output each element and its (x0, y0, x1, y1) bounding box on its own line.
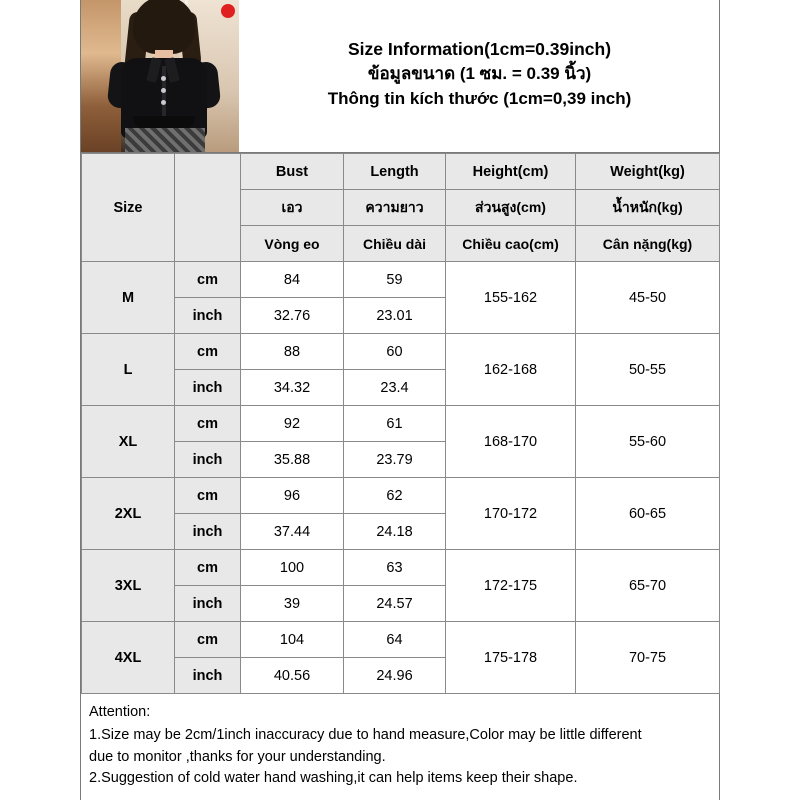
cell-weight: 50-55 (576, 334, 720, 406)
cell-height: 155-162 (446, 262, 576, 334)
cell-bust-cm: 100 (241, 550, 344, 586)
cell-height: 168-170 (446, 406, 576, 478)
title-block (240, 0, 719, 152)
cell-bust-inch: 34.32 (241, 370, 344, 406)
row-size-2xl: 2XL (82, 478, 175, 550)
row-unit-cm: cm (175, 406, 241, 442)
cell-length-inch: 23.01 (344, 298, 446, 334)
header-height-en: Height(cm) (446, 154, 576, 190)
table-row (82, 478, 720, 514)
row-unit-cm: cm (175, 334, 241, 370)
cell-bust-cm: 104 (241, 622, 344, 658)
table-row (82, 622, 720, 658)
cell-height: 162-168 (446, 334, 576, 406)
cell-bust-cm: 96 (241, 478, 344, 514)
cell-length-cm: 61 (344, 406, 446, 442)
cell-length-inch: 24.18 (344, 514, 446, 550)
header-bust-th: เอว (241, 190, 344, 226)
cell-length-cm: 62 (344, 478, 446, 514)
header-bust-vi: Vòng eo (241, 226, 344, 262)
table-row (82, 550, 720, 586)
row-unit-cm: cm (175, 478, 241, 514)
row-unit-cm: cm (175, 262, 241, 298)
cell-weight: 70-75 (576, 622, 720, 694)
header-length-vi: Chiều dài (344, 226, 446, 262)
row-unit-inch: inch (175, 298, 241, 334)
cell-bust-cm: 88 (241, 334, 344, 370)
header-length-en: Length (344, 154, 446, 190)
title-vietnamese: Thông tin kích thước (1cm=0,39 inch) (327, 88, 632, 108)
attention-heading: Attention: (89, 704, 151, 720)
table-row (82, 262, 720, 298)
attention-line-2: due to monitor ,thanks for your understanding. (89, 748, 386, 765)
row-unit-inch: inch (175, 586, 241, 622)
blouse-button (161, 76, 166, 81)
model-skirt (125, 128, 205, 152)
title-thai: ข้อมูลขนาด (1 ซม. = 0.39 นิ้ว) (367, 64, 592, 84)
cell-length-cm: 63 (344, 550, 446, 586)
cell-height: 175-178 (446, 622, 576, 694)
cell-length-inch: 24.57 (344, 586, 446, 622)
model-hair (133, 0, 195, 54)
row-size-m: M (82, 262, 175, 334)
row-unit-inch: inch (175, 658, 241, 694)
row-size-l: L (82, 334, 175, 406)
cell-weight: 55-60 (576, 406, 720, 478)
cell-length-inch: 23.4 (344, 370, 446, 406)
size-table (81, 153, 720, 694)
cell-length-cm: 64 (344, 622, 446, 658)
title-english: Size Information(1cm=0.39inch) (347, 38, 612, 59)
cell-height: 172-175 (446, 550, 576, 622)
product-photo (81, 0, 240, 152)
cell-bust-inch: 39 (241, 586, 344, 622)
cell-bust-cm: 84 (241, 262, 344, 298)
header-height-th: ส่วนสูง(cm) (446, 190, 576, 226)
cell-weight: 60-65 (576, 478, 720, 550)
cell-length-cm: 60 (344, 334, 446, 370)
table-header-row-en (82, 154, 720, 190)
red-dot-icon (221, 4, 235, 18)
unit-header-cell (175, 154, 241, 262)
cell-bust-inch: 35.88 (241, 442, 344, 478)
attention-block (81, 694, 719, 790)
table-row (82, 406, 720, 442)
row-size-xl: XL (82, 406, 175, 478)
cell-bust-inch: 40.56 (241, 658, 344, 694)
cell-height: 170-172 (446, 478, 576, 550)
cell-length-inch: 24.96 (344, 658, 446, 694)
size-header-cell: Size (82, 154, 175, 262)
row-unit-inch: inch (175, 514, 241, 550)
header-weight-th: น้ำหนัก(kg) (576, 190, 720, 226)
header-weight-en: Weight(kg) (576, 154, 720, 190)
attention-line-3: 2.Suggestion of cold water hand washing,it can help items keep their shape. (89, 770, 578, 787)
blouse-placket (162, 66, 166, 120)
blouse-button (161, 88, 166, 93)
header-bust-en: Bust (241, 154, 344, 190)
cell-length-cm: 59 (344, 262, 446, 298)
cell-bust-inch: 32.76 (241, 298, 344, 334)
row-unit-cm: cm (175, 550, 241, 586)
row-size-3xl: 3XL (82, 550, 175, 622)
row-unit-inch: inch (175, 370, 241, 406)
cell-length-inch: 23.79 (344, 442, 446, 478)
cell-bust-inch: 37.44 (241, 514, 344, 550)
cell-bust-cm: 92 (241, 406, 344, 442)
header-height-vi: Chiều cao(cm) (446, 226, 576, 262)
row-unit-inch: inch (175, 442, 241, 478)
blouse-button (161, 100, 166, 105)
header-length-th: ความยาว (344, 190, 446, 226)
cell-weight: 65-70 (576, 550, 720, 622)
attention-line-1: 1.Size may be 2cm/1inch inaccuracy due to hand measure,Color may be little different (89, 726, 642, 743)
header-weight-vi: Cân nặng(kg) (576, 226, 720, 262)
size-chart-page (80, 0, 720, 800)
row-size-4xl: 4XL (82, 622, 175, 694)
table-row (82, 334, 720, 370)
row-unit-cm: cm (175, 622, 241, 658)
header (81, 0, 719, 153)
cell-weight: 45-50 (576, 262, 720, 334)
